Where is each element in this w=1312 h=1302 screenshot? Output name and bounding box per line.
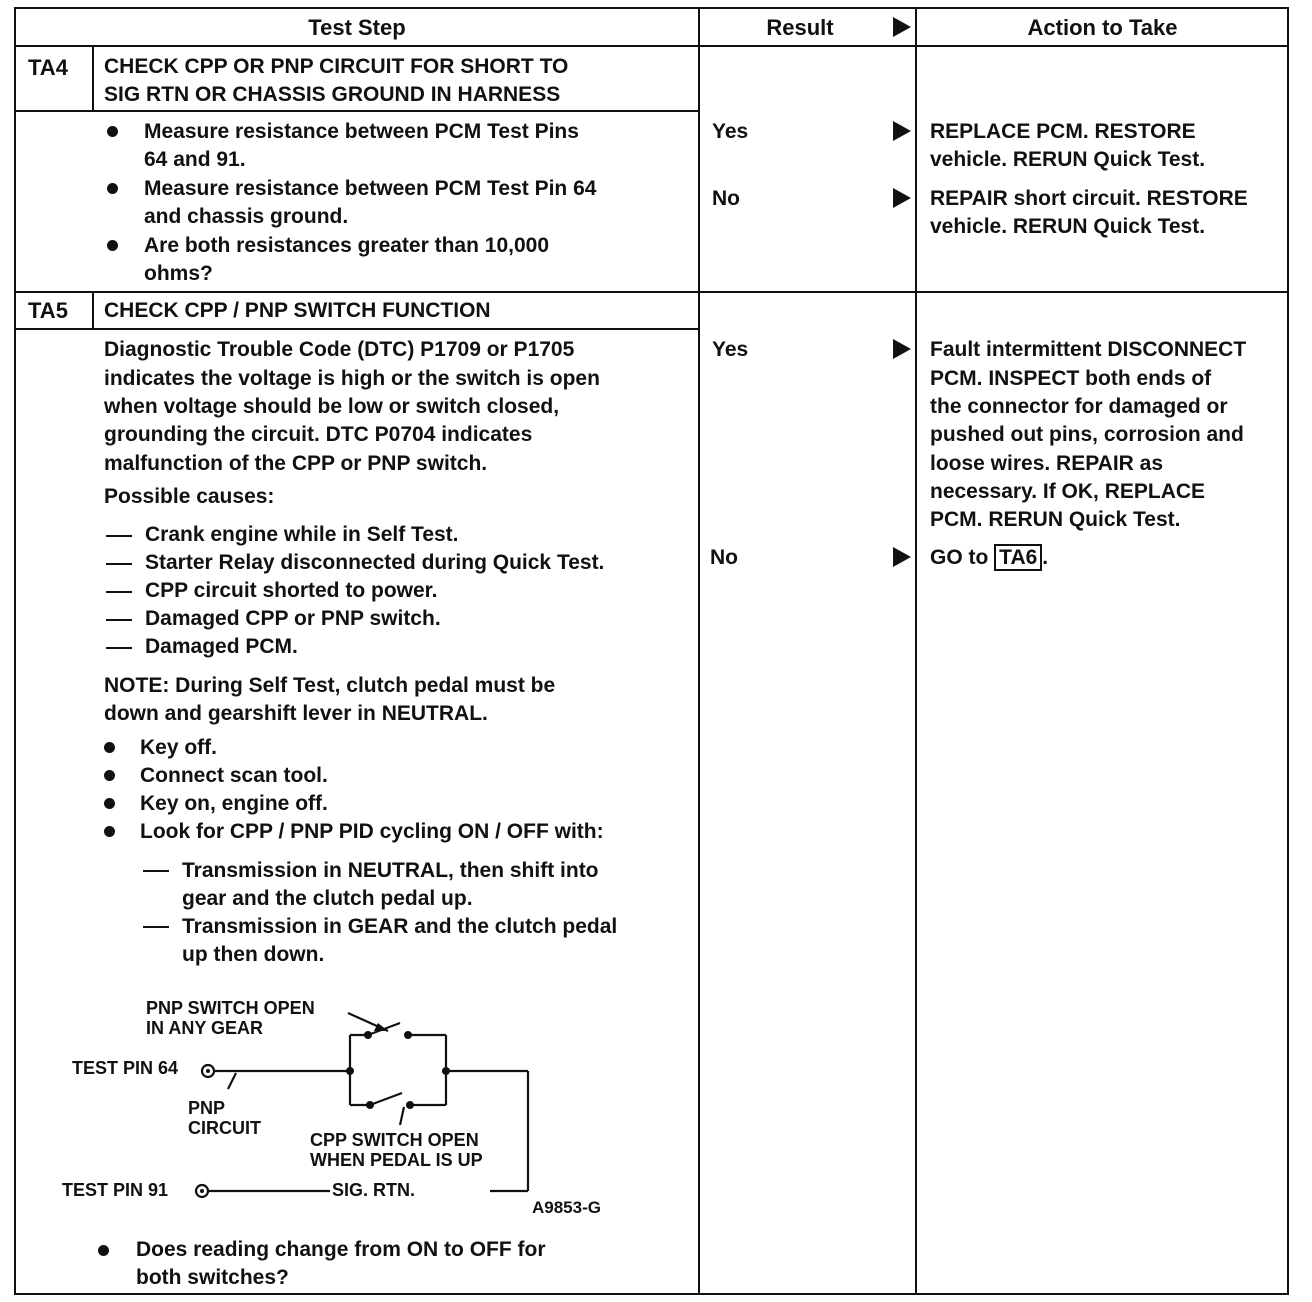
bullet-icon	[107, 183, 118, 194]
period: .	[1042, 546, 1049, 569]
dash-icon	[106, 563, 132, 565]
ta5-id: TA5	[28, 298, 68, 323]
ta4-id: TA4	[28, 55, 68, 80]
ta5-no-action	[930, 544, 1048, 572]
cpp-switch-blade	[370, 1093, 402, 1105]
ta5-question-line1: Does reading change from ON to OFF for	[136, 1238, 546, 1261]
ta4-step2-line1: Measure resistance between PCM Test Pin 64	[144, 177, 597, 200]
ta4-step1-line1: Measure resistance between PCM Test Pins	[144, 120, 579, 143]
dash-icon	[106, 535, 132, 537]
ta5-desc-line3: when voltage should be low or switch closed,	[104, 395, 560, 418]
cause-item: Crank engine while in Self Test.	[145, 523, 459, 546]
dash-icon	[106, 591, 132, 593]
test-pin-91-label: TEST PIN 91	[62, 1180, 169, 1200]
note-line1: NOTE: During Self Test, clutch pedal must be	[104, 674, 556, 697]
sub-step2-line1: Transmission in GEAR and the clutch pedal	[182, 915, 618, 938]
step-item: Key off.	[140, 736, 218, 759]
ta5-result-no: No	[710, 546, 738, 569]
ta5-yes-action-line1: Fault intermittent DISCONNECT	[930, 338, 1247, 361]
sig-rtn-label: SIG. RTN.	[332, 1180, 416, 1200]
sub-step1-line2: gear and the clutch pedal up.	[182, 887, 473, 910]
bullet-icon	[104, 826, 115, 837]
ta4-result-yes: Yes	[712, 120, 749, 143]
ta5-yes-action-line6: necessary. If OK, REPLACE	[930, 480, 1206, 503]
go-to-text: GO to	[930, 546, 989, 569]
ta4-title-rule	[15, 110, 699, 112]
pnp-switch-open-line1: PNP SWITCH OPEN	[146, 998, 315, 1018]
note-line2: down and gearshift lever in NEUTRAL.	[104, 702, 488, 725]
dash-icon	[106, 647, 132, 649]
cause-item: Damaged PCM.	[145, 635, 298, 658]
cpp-switch-open-line2: WHEN PEDAL IS UP	[310, 1150, 483, 1170]
bullet-icon	[107, 126, 118, 137]
ta5-desc-line4: grounding the circuit. DTC P0704 indicates	[104, 423, 533, 446]
divider-result-action	[915, 8, 917, 1294]
ta4-step1-line2: 64 and 91.	[144, 148, 246, 171]
dash-icon	[143, 926, 169, 928]
step-item: Look for CPP / PNP PID cycling ON / OFF with:	[140, 820, 604, 843]
ta5-yes-action-line7: PCM. RERUN Quick Test.	[930, 508, 1181, 531]
bullet-icon	[98, 1245, 109, 1256]
arrow-icon	[893, 121, 911, 141]
sub-step2-line2: up then down.	[182, 943, 325, 966]
pnp-switch-open-line2: IN ANY GEAR	[146, 1018, 264, 1038]
ta4-step2-line2: and chassis ground.	[144, 205, 349, 228]
ta4-id-divider	[92, 46, 94, 111]
arrow-icon	[893, 17, 911, 37]
ta4-result-no: No	[712, 187, 740, 210]
ta5-yes-action-line5: loose wires. REPAIR as	[930, 452, 1164, 475]
bullet-icon	[104, 742, 115, 753]
ta5-desc-line1: Diagnostic Trouble Code (DTC) P1709 or P1705	[104, 338, 575, 361]
ta5-yes-action-line4: pushed out pins, corrosion and	[930, 423, 1244, 446]
bullet-icon	[107, 240, 118, 251]
header-result: Result	[766, 15, 834, 40]
sub-step1-line1: Transmission in NEUTRAL, then shift into	[182, 859, 599, 882]
pnp-circuit-line2: CIRCUIT	[188, 1118, 261, 1138]
ta4-question-line2: ohms?	[144, 262, 213, 285]
ta5-desc-line2: indicates the voltage is high or the switch is open	[104, 367, 600, 390]
test-pin-64-label: TEST PIN 64	[72, 1058, 179, 1078]
ta5-id-divider	[92, 292, 94, 329]
ta5-question-line2: both switches?	[136, 1266, 289, 1289]
ta4-title-line2: SIG RTN OR CHASSIS GROUND IN HARNESS	[104, 83, 561, 106]
header-action: Action to Take	[1027, 15, 1178, 40]
step-item: Key on, engine off.	[140, 792, 328, 815]
cause-item: CPP circuit shorted to power.	[145, 579, 438, 602]
bullet-icon	[104, 770, 115, 781]
ta4-ta5-rule	[15, 291, 1288, 293]
ta5-yes-action-line3: the connector for damaged or	[930, 395, 1228, 418]
arrow-icon	[893, 339, 911, 359]
header-test-step: Test Step	[308, 15, 406, 40]
ta5-yes-action-line2: PCM. INSPECT both ends of	[930, 367, 1212, 390]
possible-causes-label: Possible causes:	[104, 485, 275, 508]
ta5-desc-line5: malfunction of the CPP or PNP switch.	[104, 452, 488, 475]
ta4-question-line1: Are both resistances greater than 10,000	[144, 234, 550, 257]
dash-icon	[143, 870, 169, 872]
ta4-title-line1: CHECK CPP OR PNP CIRCUIT FOR SHORT TO	[104, 55, 569, 78]
pnp-circuit-line1: PNP	[188, 1098, 226, 1118]
divider-step-result	[698, 8, 700, 1294]
step-item: Connect scan tool.	[140, 764, 328, 787]
arrow-icon	[893, 547, 911, 567]
arrow-icon	[893, 188, 911, 208]
ta6-link[interactable]: TA6	[994, 544, 1042, 571]
figure-id: A9853-G	[532, 1198, 601, 1217]
ta5-title-rule	[15, 328, 699, 330]
ta4-no-action-line2: vehicle. RERUN Quick Test.	[930, 215, 1206, 238]
ta5-result-yes: Yes	[712, 338, 749, 361]
cause-item: Damaged CPP or PNP switch.	[145, 607, 441, 630]
cause-item: Starter Relay disconnected during Quick Test.	[145, 551, 605, 574]
dash-icon	[106, 619, 132, 621]
cpp-switch-open-line1: CPP SWITCH OPEN	[310, 1130, 479, 1150]
ta4-yes-action-line1: REPLACE PCM. RESTORE	[930, 120, 1196, 143]
bullet-icon	[104, 798, 115, 809]
ta4-no-action-line1: REPAIR short circuit. RESTORE	[930, 187, 1248, 210]
ta4-yes-action-line2: vehicle. RERUN Quick Test.	[930, 148, 1206, 171]
ta5-title: CHECK CPP / PNP SWITCH FUNCTION	[104, 299, 491, 322]
